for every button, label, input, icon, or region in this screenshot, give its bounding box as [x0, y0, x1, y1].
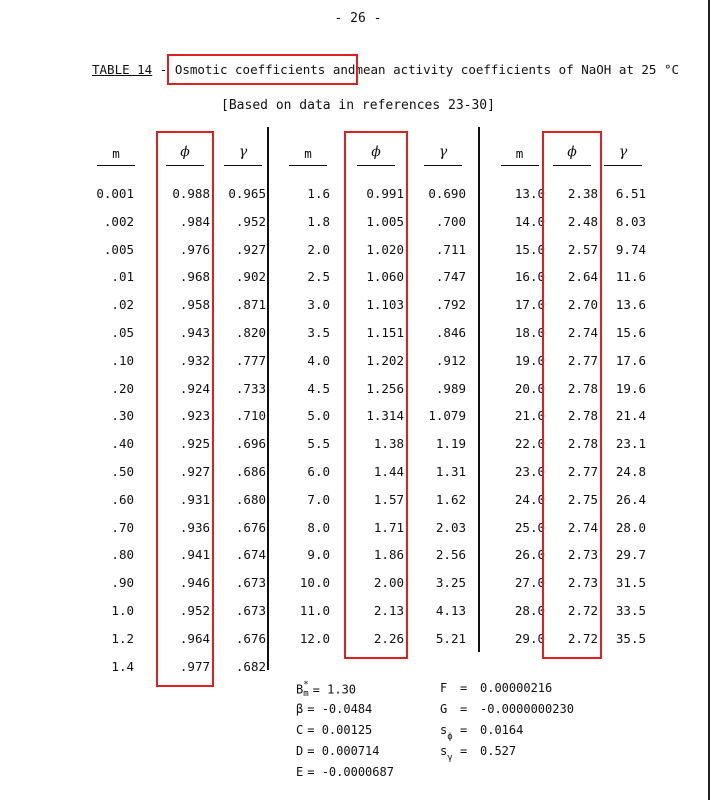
cell-phi-g1: .952 [179, 603, 210, 618]
column-divider-1 [267, 127, 269, 670]
cell-phi-g2: 1.005 [366, 213, 404, 229]
cell-gamma-g1: .696 [235, 436, 266, 452]
cell-phi-g2: 1.38 [373, 436, 404, 452]
header-gamma-1: γ [238, 144, 248, 160]
cell-gamma-g2: .700 [435, 213, 466, 229]
cell-phi-g3: 2.38 [567, 186, 598, 201]
header-m-3: m [515, 146, 524, 161]
cell-gamma-g2: 1.62 [435, 491, 466, 507]
cell-m-g2: 3.5 [307, 325, 330, 340]
cell-m-g1: .02 [111, 297, 134, 313]
cell-gamma-g2: 1.079 [428, 408, 466, 424]
cell-m-g3: 19.0 [514, 352, 545, 368]
header-underline [501, 165, 539, 166]
cell-phi-g1: .925 [179, 436, 210, 452]
constant-s-sub: $s_\gamma$ = 0.527 [440, 744, 517, 763]
cell-phi-g2: 2.00 [373, 575, 404, 591]
cell-gamma-g1: .682 [235, 658, 266, 674]
table-basis-note: [Based on data in references 23-30] [221, 98, 495, 113]
cell-gamma-g1: .820 [235, 325, 266, 340]
cell-gamma-g2: .912 [435, 352, 466, 368]
cell-m-g1: 0.001 [96, 186, 134, 201]
cell-gamma-g1: 0.965 [228, 186, 266, 201]
cell-m-g1: .30 [111, 408, 134, 424]
cell-gamma-g3: 23.1 [615, 436, 646, 452]
cell-m-g1: .002 [103, 213, 134, 229]
cell-gamma-g2: .989 [435, 380, 466, 396]
cell-phi-g2: 1.103 [366, 297, 404, 313]
cell-phi-g3: 2.74 [567, 325, 598, 340]
cell-phi-g2: 1.44 [373, 464, 404, 479]
constant-s-sub: $s_\phi$ = 0.0164 [440, 723, 524, 742]
cell-phi-g2: 1.86 [373, 547, 404, 563]
cell-gamma-g3: 13.6 [615, 297, 646, 313]
cell-phi-g1: .968 [179, 269, 210, 285]
cell-phi-g1: .984 [179, 213, 210, 229]
cell-gamma-g2: 4.13 [435, 603, 466, 618]
cell-phi-g3: 2.78 [567, 408, 598, 424]
header-gamma-3: γ [618, 144, 628, 160]
cell-m-g3: 22.0 [514, 436, 545, 452]
cell-phi-g2: 2.26 [373, 630, 404, 646]
cell-m-g3: 16.0 [514, 269, 545, 285]
constant-f: F = 0.00000216 [440, 681, 553, 695]
cell-gamma-g3: 33.5 [615, 603, 646, 618]
cell-m-g1: 1.4 [111, 658, 134, 674]
cell-gamma-g3: 11.6 [615, 269, 646, 285]
cell-phi-g1: .941 [179, 547, 210, 563]
cell-phi-g2: 1.202 [366, 352, 404, 368]
cell-phi-g1: .924 [179, 380, 210, 396]
cell-m-g2: 1.6 [307, 186, 330, 201]
cell-m-g3: 13.0 [514, 186, 545, 201]
cell-m-g2: 3.0 [307, 297, 330, 313]
cell-m-g2: 7.0 [307, 491, 330, 507]
cell-m-g1: .60 [111, 491, 134, 507]
cell-phi-g1: .976 [179, 241, 210, 257]
cell-phi-g3: 2.64 [567, 269, 598, 285]
table-title [92, 62, 679, 77]
cell-m-g1: 1.2 [111, 630, 134, 646]
page-number: - 26 - [334, 11, 382, 26]
cell-gamma-g2: .747 [435, 269, 466, 285]
cell-gamma-g3: 9.74 [615, 241, 646, 257]
cell-gamma-g1: .733 [235, 380, 266, 396]
cell-gamma-g1: .676 [235, 519, 266, 535]
cell-gamma-g2: 5.21 [435, 630, 466, 646]
cell-m-g3: 24.0 [514, 491, 545, 507]
cell-m-g1: .01 [111, 269, 134, 285]
cell-m-g2: 11.0 [299, 603, 330, 618]
cell-m-g2: 1.8 [307, 213, 330, 229]
cell-m-g1: .005 [103, 241, 134, 257]
header-underline [224, 165, 262, 166]
cell-gamma-g1: .676 [235, 630, 266, 646]
cell-phi-g1: .923 [179, 408, 210, 424]
cell-phi-g1: .964 [179, 630, 210, 646]
constant-d: D = 0.000714 [296, 744, 380, 758]
cell-gamma-g2: 3.25 [435, 575, 466, 591]
cell-gamma-g2: .792 [435, 297, 466, 313]
cell-phi-g1: .932 [179, 352, 210, 368]
cell-phi-g1: .958 [179, 297, 210, 313]
constant-b: B * m = 1.30 [296, 680, 357, 699]
cell-gamma-g3: 15.6 [615, 325, 646, 340]
cell-m-g1: .05 [111, 325, 134, 340]
header-underline [604, 165, 642, 166]
cell-phi-g2: 1.57 [373, 491, 404, 507]
header-underline [424, 165, 462, 166]
cell-phi-g2: 1.151 [366, 325, 404, 340]
cell-gamma-g1: .952 [235, 213, 266, 229]
cell-gamma-g1: .673 [235, 603, 266, 618]
cell-m-g3: 17.0 [514, 297, 545, 313]
phi-column-highlight-3 [542, 131, 602, 659]
cell-gamma-g1: .710 [235, 408, 266, 424]
phi-column-highlight-2 [344, 131, 408, 659]
cell-m-g2: 9.0 [307, 547, 330, 563]
cell-phi-g1: .946 [179, 575, 210, 591]
cell-m-g1: .70 [111, 519, 134, 535]
cell-phi-g3: 2.72 [567, 630, 598, 646]
cell-m-g1: .10 [111, 352, 134, 368]
cell-gamma-g2: 2.03 [435, 519, 466, 535]
cell-gamma-g1: .686 [235, 464, 266, 479]
cell-m-g2: 2.5 [307, 269, 330, 285]
cell-phi-g2: 1.060 [366, 269, 404, 285]
cell-phi-g2: 1.256 [366, 380, 404, 396]
cell-gamma-g1: .673 [235, 575, 266, 591]
constant-g: G = -0.0000000230 [440, 702, 574, 716]
cell-gamma-g1: .674 [235, 547, 266, 563]
cell-phi-g2: 2.13 [373, 603, 404, 618]
cell-m-g1: .90 [111, 575, 134, 591]
cell-phi-g3: 2.77 [567, 464, 598, 479]
cell-phi-g2: 1.71 [373, 519, 404, 535]
cell-gamma-g3: 28.0 [615, 519, 646, 535]
header-phi-2: ϕ [371, 144, 381, 160]
title-rest: mean activity coefficients of NaOH at 25 °C [355, 62, 680, 77]
cell-m-g2: 10.0 [299, 575, 330, 591]
cell-m-g3: 21.0 [514, 408, 545, 424]
header-m-2: m [304, 146, 312, 161]
cell-gamma-g2: 0.690 [428, 186, 466, 201]
cell-m-g3: 27.0 [514, 575, 545, 591]
cell-phi-g2: 1.314 [366, 408, 404, 424]
cell-phi-g1: .977 [179, 658, 210, 674]
column-divider-2 [478, 127, 480, 652]
cell-m-g1: .80 [111, 547, 134, 563]
cell-phi-g1: .943 [179, 325, 210, 340]
cell-phi-g3: 2.57 [567, 241, 598, 257]
cell-m-g2: 4.0 [307, 352, 330, 368]
cell-phi-g3: 2.73 [567, 575, 598, 591]
cell-m-g2: 5.5 [307, 436, 330, 452]
header-phi-3: ϕ [567, 144, 577, 160]
cell-m-g2: 5.0 [307, 408, 330, 424]
cell-gamma-g1: .902 [235, 269, 266, 285]
cell-gamma-g2: .711 [435, 241, 466, 257]
cell-gamma-g2: 1.31 [435, 464, 466, 479]
cell-gamma-g3: 17.6 [615, 352, 646, 368]
cell-gamma-g1: .777 [235, 352, 266, 368]
cell-gamma-g3: 19.6 [615, 380, 646, 396]
cell-phi-g2: 0.991 [366, 186, 404, 201]
cell-m-g2: 8.0 [307, 519, 330, 535]
constant-c: C = 0.00125 [296, 723, 373, 737]
table-label: TABLE 14 [92, 62, 153, 77]
cell-m-g3: 26.0 [514, 547, 545, 563]
cell-phi-g3: 2.75 [567, 491, 598, 507]
phi-column-highlight-1 [156, 131, 214, 687]
cell-phi-g3: 2.78 [567, 380, 598, 396]
cell-m-g3: 15.0 [514, 241, 545, 257]
cell-phi-g3: 2.74 [567, 519, 598, 535]
cell-m-g1: .40 [111, 436, 134, 452]
title-separator: - [159, 62, 168, 77]
cell-m-g3: 25.0 [514, 519, 545, 535]
cell-phi-g2: 1.020 [366, 241, 404, 257]
cell-phi-g3: 2.48 [567, 213, 598, 229]
cell-m-g2: 2.0 [307, 241, 330, 257]
cell-m-g2: 6.0 [307, 464, 330, 479]
cell-gamma-g2: 2.56 [435, 547, 466, 563]
cell-gamma-g2: .846 [435, 325, 466, 340]
cell-phi-g3: 2.70 [567, 297, 598, 313]
cell-m-g2: 4.5 [307, 380, 330, 396]
cell-gamma-g1: .927 [235, 241, 266, 257]
cell-gamma-g3: 6.51 [615, 186, 646, 201]
cell-gamma-g2: 1.19 [435, 436, 466, 452]
cell-gamma-g1: .871 [235, 297, 266, 313]
cell-gamma-g3: 31.5 [615, 575, 646, 591]
constant-e: E = -0.0000687 [296, 765, 394, 779]
cell-m-g3: 28.0 [514, 603, 545, 618]
constant-β: β = -0.0484 [296, 702, 373, 716]
cell-gamma-g3: 24.8 [615, 464, 646, 479]
cell-m-g2: 12.0 [299, 630, 330, 646]
cell-m-g3: 20.0 [514, 380, 545, 396]
page-edge-line [708, 0, 710, 800]
cell-m-g1: .20 [111, 380, 134, 396]
cell-m-g3: 29.0 [514, 630, 545, 646]
cell-phi-g3: 2.77 [567, 352, 598, 368]
title-highlight: Osmotic coefficients and [174, 62, 356, 77]
cell-m-g3: 23.0 [514, 464, 545, 479]
cell-phi-g3: 2.73 [567, 547, 598, 563]
cell-phi-g3: 2.78 [567, 436, 598, 452]
header-phi-1: ϕ [180, 144, 190, 160]
cell-m-g3: 18.0 [514, 325, 545, 340]
cell-phi-g1: .931 [179, 491, 210, 507]
cell-phi-g1: .927 [179, 464, 210, 479]
cell-phi-g1: .936 [179, 519, 210, 535]
cell-gamma-g1: .680 [235, 491, 266, 507]
cell-m-g1: 1.0 [111, 603, 134, 618]
header-gamma-2: γ [438, 144, 448, 160]
cell-m-g3: 14.0 [514, 213, 545, 229]
cell-gamma-g3: 29.7 [615, 547, 646, 563]
cell-gamma-g3: 35.5 [615, 630, 646, 646]
header-underline [289, 165, 327, 166]
cell-gamma-g3: 21.4 [615, 408, 646, 424]
cell-gamma-g3: 8.03 [615, 213, 646, 229]
header-underline [97, 165, 135, 166]
cell-phi-g1: 0.988 [172, 186, 210, 201]
header-m-1: m [112, 146, 120, 161]
cell-phi-g3: 2.72 [567, 603, 598, 618]
cell-gamma-g3: 26.4 [615, 491, 646, 507]
cell-m-g1: .50 [111, 464, 134, 479]
